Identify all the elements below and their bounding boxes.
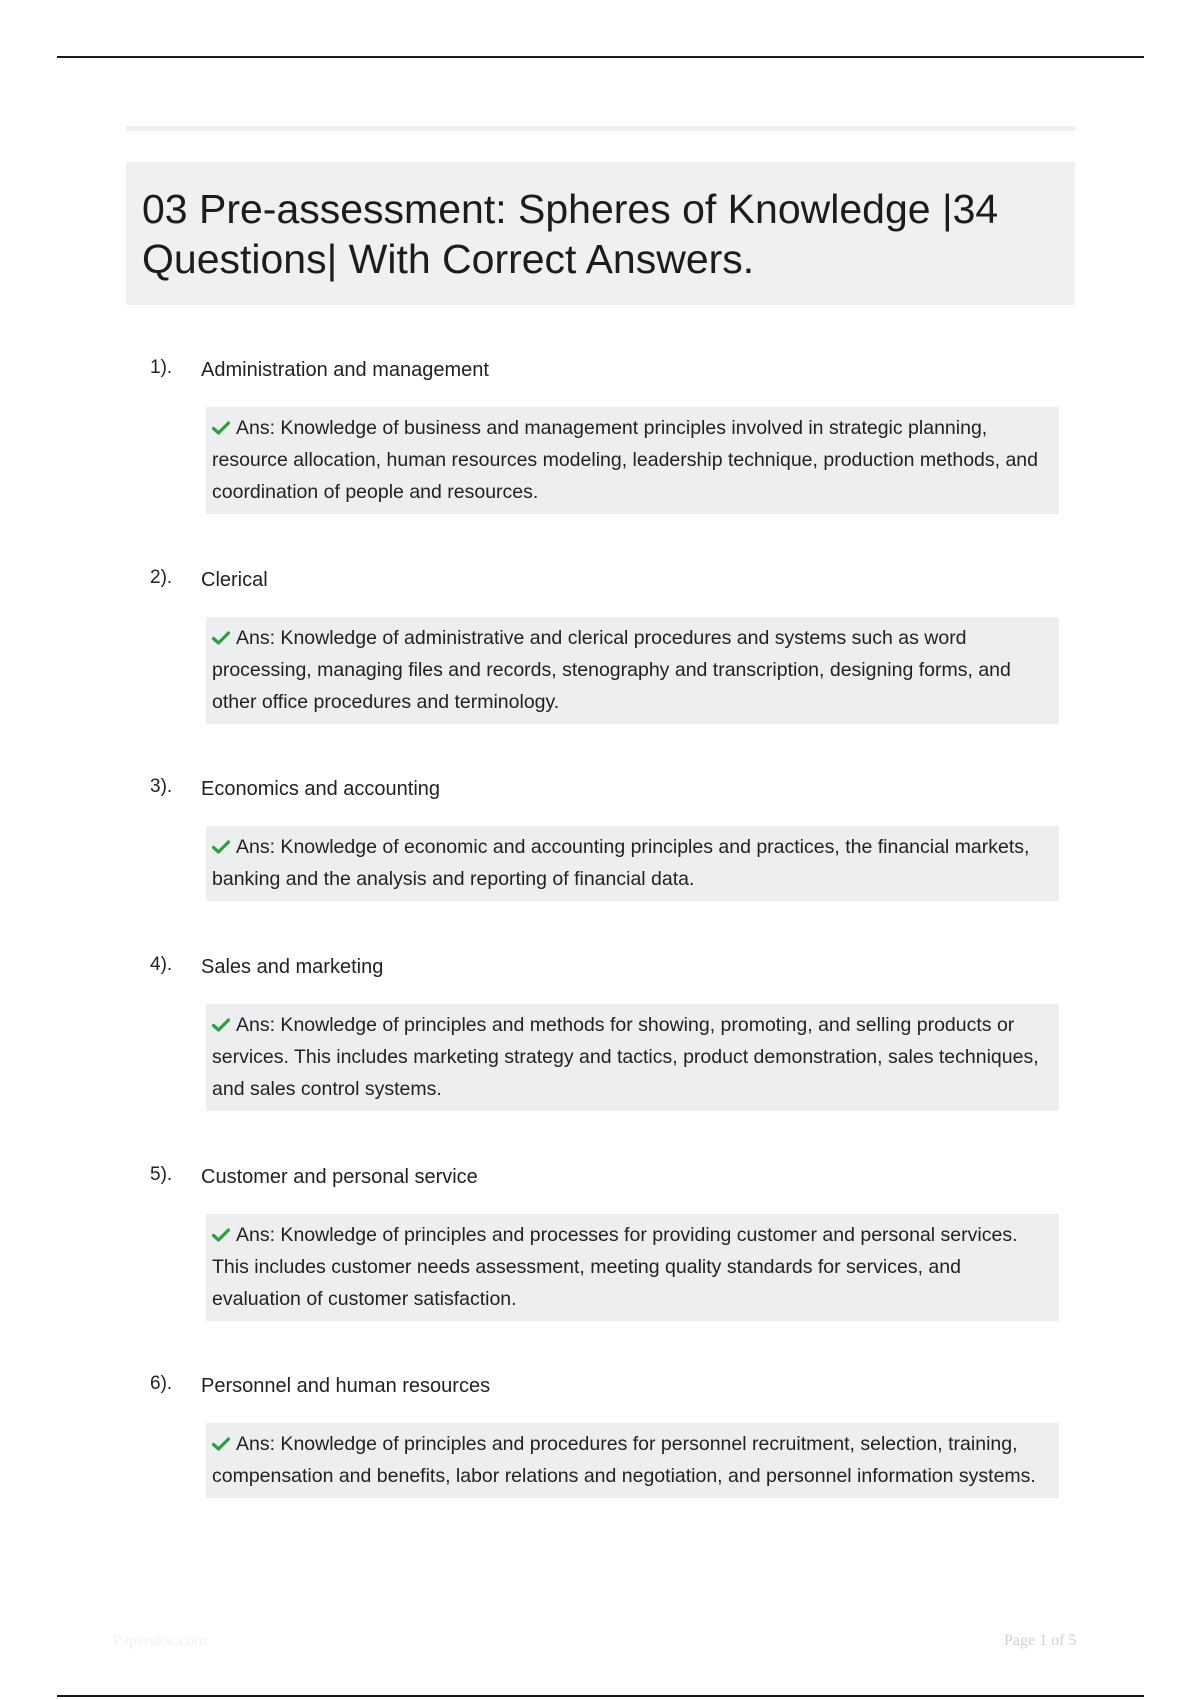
title-box bbox=[126, 162, 1075, 305]
question-text: Sales and marketing bbox=[201, 956, 384, 978]
answer-box bbox=[206, 826, 1059, 901]
answer-box bbox=[206, 1423, 1059, 1498]
question-number: 6). bbox=[150, 1373, 173, 1394]
checkmark-icon bbox=[212, 1437, 230, 1451]
question-number: 4). bbox=[150, 954, 173, 975]
answer-box bbox=[206, 1214, 1059, 1321]
answer-box bbox=[206, 1004, 1059, 1111]
answer-text: Ans: Knowledge of principles and procedures for personnel recruitment, selection, training, compensation and benefits, labor relations and negotiation, and personnel information systems. bbox=[212, 1433, 1036, 1487]
checkmark-icon bbox=[212, 1018, 230, 1032]
question-number: 3). bbox=[150, 776, 173, 797]
checkmark-icon bbox=[212, 1228, 230, 1242]
checkmark-icon bbox=[212, 421, 230, 435]
question-text: Clerical bbox=[201, 569, 268, 591]
question-number: 5). bbox=[150, 1164, 173, 1185]
top-rule bbox=[57, 56, 1144, 58]
answer-text: Ans: Knowledge of economic and accounting principles and practices, the financial markets, banking and the analysis and reporting of financial data. bbox=[212, 836, 1030, 890]
answer-box bbox=[206, 407, 1059, 514]
question-text: Personnel and human resources bbox=[201, 1375, 491, 1397]
question-number: 2). bbox=[150, 567, 173, 588]
question-text: Economics and accounting bbox=[201, 778, 441, 800]
question-text: Administration and management bbox=[201, 359, 489, 381]
answer-box bbox=[206, 617, 1059, 724]
header-divider bbox=[126, 126, 1075, 131]
question-number: 1). bbox=[150, 357, 173, 378]
answer-text: Ans: Knowledge of administrative and clerical procedures and systems such as word processing, managing files and records, stenography and transcription, designing forms, and other office procedures and terminology. bbox=[212, 627, 1011, 713]
checkmark-icon bbox=[212, 840, 230, 854]
checkmark-icon bbox=[212, 631, 230, 645]
answer-text: Ans: Knowledge of principles and methods for showing, promoting, and selling products or services. This includes marketing strategy and tactics, product demonstration, sales techniques, and sales control systems. bbox=[212, 1014, 1039, 1100]
bottom-rule bbox=[57, 1695, 1144, 1697]
answer-text: Ans: Knowledge of principles and processes for providing customer and personal services. This includes customer needs assessment, meeting quality standards for services, and evaluation of customer satisfaction. bbox=[212, 1224, 1018, 1310]
answer-text: Ans: Knowledge of business and management principles involved in strategic planning, resource allocation, human resources modeling, leadership technique, production methods, and coordination of people and resources. bbox=[212, 417, 1038, 503]
document-title: 03 Pre-assessment: Spheres of Knowledge |34 Questions| With Correct Answers. bbox=[142, 186, 999, 282]
question-text: Customer and personal service bbox=[201, 1166, 478, 1188]
page-number: Page 1 of 5 bbox=[1004, 1632, 1077, 1649]
watermark-text: Paperstoc.com bbox=[113, 1632, 207, 1649]
